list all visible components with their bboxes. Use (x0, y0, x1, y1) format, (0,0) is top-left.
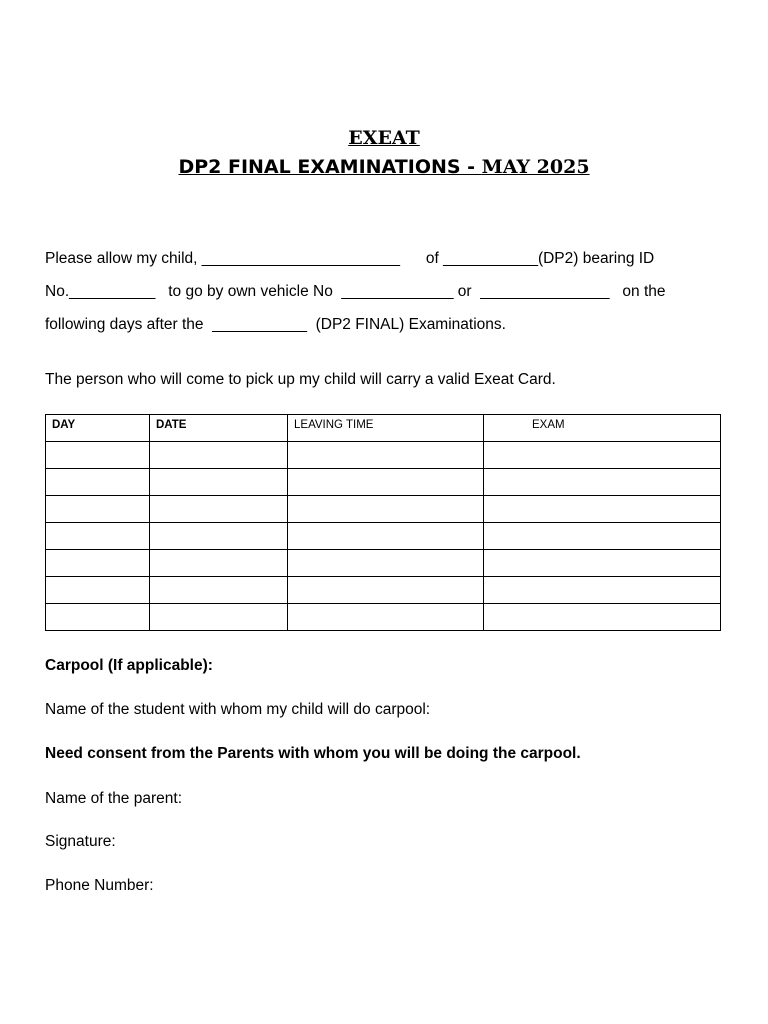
carpool-heading: Carpool (If applicable): (45, 657, 213, 674)
cell-date[interactable] (150, 604, 288, 631)
cell-leaving-time[interactable] (288, 442, 484, 469)
cell-date[interactable] (150, 496, 288, 523)
cell-day[interactable] (46, 577, 150, 604)
cell-date[interactable] (150, 550, 288, 577)
table-row (46, 469, 721, 496)
table-body (46, 442, 721, 631)
cell-day[interactable] (46, 442, 150, 469)
exam-schedule-table (45, 414, 721, 631)
table-row (46, 550, 721, 577)
permission-line-3: following days after the ___________ (DP2 FINAL) Examinations. (45, 316, 506, 333)
cell-day[interactable] (46, 469, 150, 496)
cell-leaving-time[interactable] (288, 550, 484, 577)
parent-name-label: Name of the parent: (45, 790, 182, 807)
cell-day[interactable] (46, 550, 150, 577)
exeat-card-note: The person who will come to pick up my child will carry a valid Exeat Card. (45, 371, 556, 388)
cell-date[interactable] (150, 469, 288, 496)
cell-day[interactable] (46, 604, 150, 631)
header-day: DAY (46, 415, 150, 442)
table-row (46, 577, 721, 604)
table-row (46, 604, 721, 631)
form-title: EXEAT (348, 127, 420, 149)
cell-leaving-time[interactable] (288, 496, 484, 523)
cell-exam[interactable] (484, 604, 721, 631)
cell-day[interactable] (46, 496, 150, 523)
carpool-student-label: Name of the student with whom my child will do carpool: (45, 701, 431, 718)
cell-leaving-time[interactable] (288, 469, 484, 496)
cell-leaving-time[interactable] (288, 577, 484, 604)
subtitle-date: MAY 2025 (481, 156, 590, 178)
permission-line-2: No.__________ to go by own vehicle No _____________ or _______________ on the (45, 283, 666, 300)
cell-exam[interactable] (484, 469, 721, 496)
cell-date[interactable] (150, 577, 288, 604)
cell-date[interactable] (150, 523, 288, 550)
table-row (46, 442, 721, 469)
carpool-consent-note: Need consent from the Parents with whom you will be doing the carpool. (45, 745, 581, 762)
cell-exam[interactable] (484, 577, 721, 604)
permission-line-1: Please allow my child, _______________________ of ___________(DP2) bearing ID (45, 250, 655, 267)
cell-exam[interactable] (484, 523, 721, 550)
signature-label: Signature: (45, 833, 116, 850)
cell-leaving-time[interactable] (288, 523, 484, 550)
header-exam: EXAM (484, 415, 721, 442)
table-row (46, 523, 721, 550)
table-header-row (46, 415, 721, 442)
cell-exam[interactable] (484, 550, 721, 577)
subtitle-text: DP2 FINAL EXAMINATIONS - (178, 156, 482, 178)
header-date: DATE (150, 415, 288, 442)
table-row (46, 496, 721, 523)
form-subtitle (0, 156, 768, 178)
cell-day[interactable] (46, 523, 150, 550)
cell-date[interactable] (150, 442, 288, 469)
phone-number-label: Phone Number: (45, 877, 154, 894)
cell-exam[interactable] (484, 442, 721, 469)
cell-exam[interactable] (484, 496, 721, 523)
header-leaving-time: LEAVING TIME (288, 415, 484, 442)
cell-leaving-time[interactable] (288, 604, 484, 631)
